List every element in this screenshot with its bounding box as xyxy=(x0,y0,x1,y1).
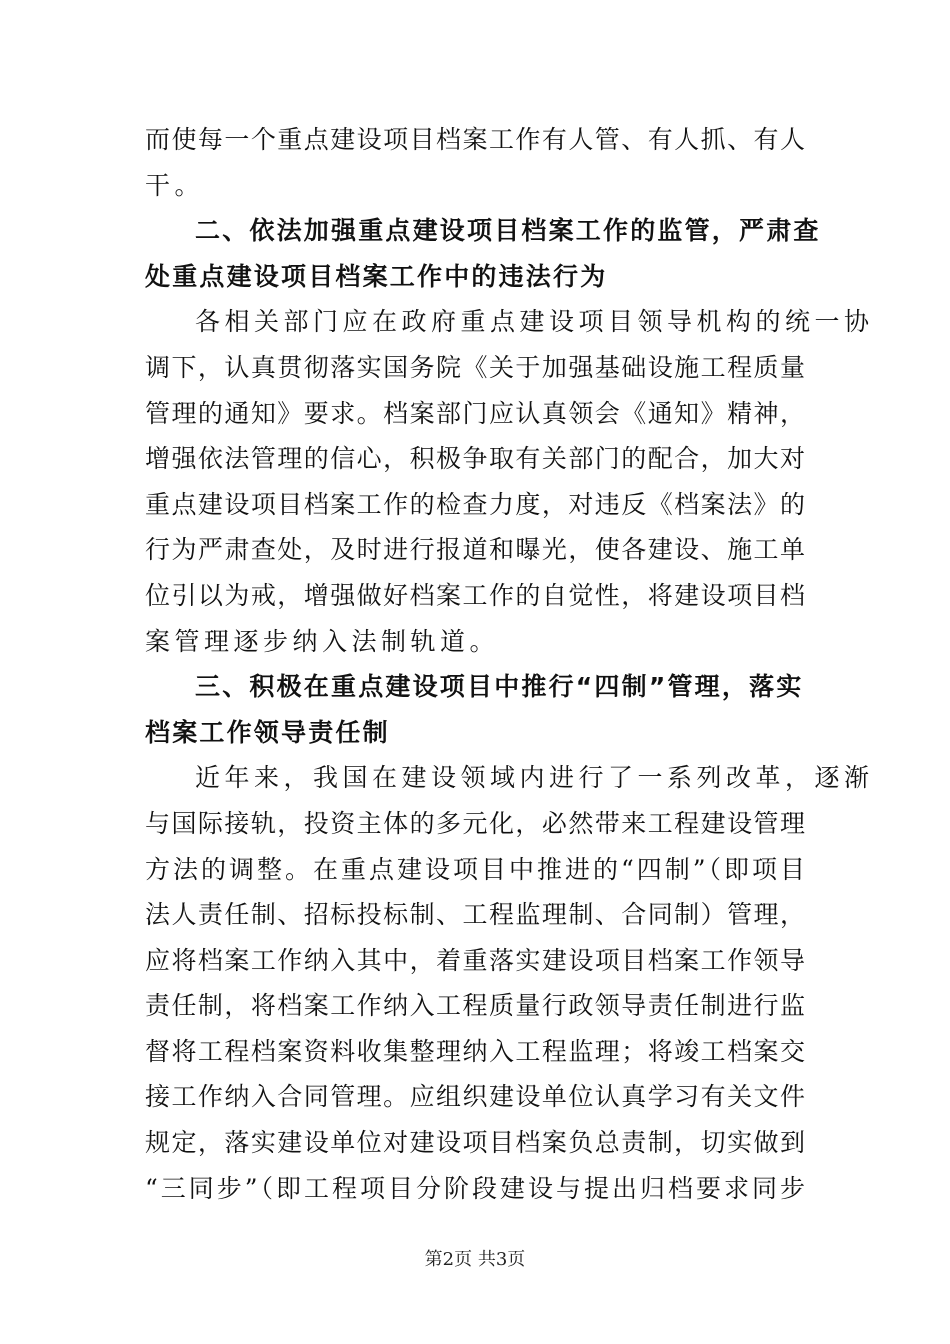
text-line: 方法的调整。在重点建设项目中推进的“四制”（即项目 xyxy=(145,854,805,884)
text-line: 重点建设项目档案工作的检查力度，对违反《档案法》的 xyxy=(145,489,805,519)
text-line: 责任制，将档案工作纳入工程质量行政领导责任制进行监 xyxy=(145,991,805,1021)
text-line: 案管理逐步纳入法制轨道。 xyxy=(145,626,500,656)
text-line: 接工作纳入合同管理。应组织建设单位认真学习有关文件 xyxy=(145,1082,805,1112)
section-heading: 三、积极在重点建设项目中推行“四制”管理，落实 xyxy=(195,672,804,702)
text-line: 增强依法管理的信心，积极争取有关部门的配合，加大对 xyxy=(145,444,805,474)
text-line: 行为严肃查处，及时进行报道和曝光，使各建设、施工单 xyxy=(145,535,805,565)
text-line: 近年来，我国在建设领域内进行了一系列改革，逐渐 xyxy=(195,763,874,793)
document-body xyxy=(145,117,874,1211)
page-number-footer: 第2页 共3页 xyxy=(424,1249,526,1270)
text-line: 干。 xyxy=(145,170,205,200)
text-line: 应将档案工作纳入其中，着重落实建设项目档案工作领导 xyxy=(145,945,805,975)
section-heading: 处重点建设项目档案工作中的违法行为 xyxy=(145,261,608,291)
section-heading: 二、依法加强重点建设项目档案工作的监管，严肃查 xyxy=(195,216,821,246)
text-line: 各相关部门应在政府重点建设项目领导机构的统一协 xyxy=(195,307,874,337)
text-line: 调下，认真贯彻落实国务院《关于加强基础设施工程质量 xyxy=(145,352,805,382)
text-line: 位引以为戒，增强做好档案工作的自觉性，将建设项目档 xyxy=(145,580,805,610)
text-line: 规定，落实建设单位对建设项目档案负总责制，切实做到 xyxy=(145,1128,805,1158)
text-line: 而使每一个重点建设项目档案工作有人管、有人抓、有人 xyxy=(145,125,805,154)
text-line: 督将工程档案资料收集整理纳入工程监理；将竣工档案交 xyxy=(145,1036,805,1066)
text-line: 法人责任制、招标投标制、工程监理制、合同制）管理， xyxy=(145,900,805,930)
text-line: “三同步”（即工程项目分阶段建设与提出归档要求同步 xyxy=(145,1173,805,1203)
text-line: 管理的通知》要求。档案部门应认真领会《通知》精神， xyxy=(145,398,805,428)
text-line: 与国际接轨，投资主体的多元化，必然带来工程建设管理 xyxy=(145,808,805,838)
section-heading: 档案工作领导责任制 xyxy=(145,717,390,747)
